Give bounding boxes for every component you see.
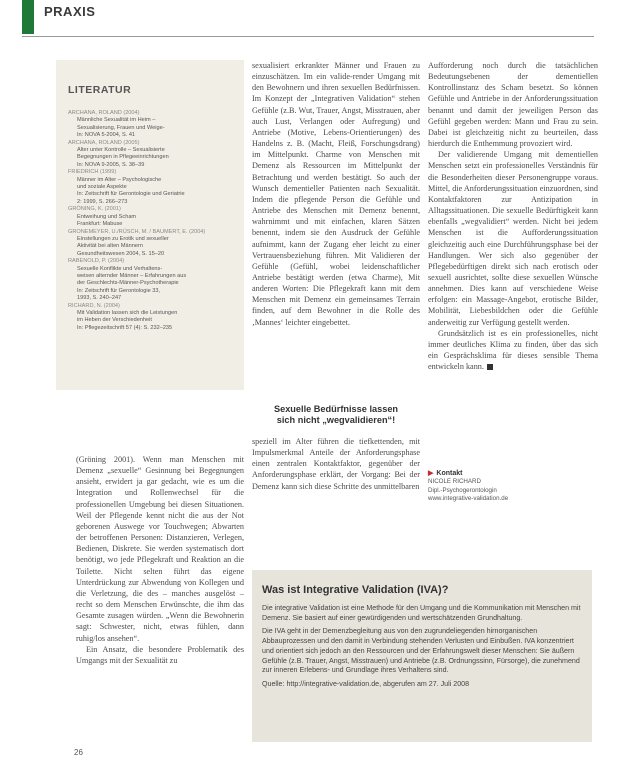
column-2-bottom [252,436,420,556]
info-box-title: Was ist Integrative Validation (IVA)? [262,584,449,596]
body-paragraph: speziell im Alter führen die tiefkettenden, mit Impulsmerkmal Anteile der Anforderungsphase einen zentralen Kontaktfaktor, gegenüber der Anforderungsphase erklärt, der Vorgang: Bei der Demenz kann sich diese Schritte des unmittelbaren [252,437,420,491]
literature-entry [68,169,240,206]
literature-line: 1993, S. 240–247 [77,295,122,302]
literature-line: Alter unter Kontrolle – Sexualisierte [77,147,165,154]
literature-line: Gesundheitswesen 2004, S. 15–20 [77,250,165,257]
contact-title [428,470,598,478]
header-divider [22,36,594,37]
contact-box [428,470,598,504]
literature-title: LITERATUR [68,84,132,96]
literature-author: ARCHANA, ROLAND (2005) [68,139,140,146]
literature-line: im Heben der Verschiedenheit [77,317,152,324]
literature-line: der Geschlechts-Männer-Psychotherapie [77,280,179,287]
literature-line: Einstellungen zu Erotik und sexueller [77,235,169,242]
body-paragraph: Ein Ansatz, die besondere Problematik des Umgangs mit der Sexualität zu [76,644,244,665]
literature-line: Entweihung und Scham [77,213,137,220]
literature-line: Männliche Sexualität im Heim – [77,117,156,124]
literature-line: In: Pflegezeitschrift 57 (4): S. 232–235 [77,324,173,331]
literature-line: Begegnungen in Pflegeeinrichtungen [77,154,169,161]
body-paragraph: Der validierende Umgang mit dementiellen Menschen setzt ein professionelles Verständnis für die Besonderheiten dieser Personengruppe voraus. Mittel, die Anforderungssituation einzuordnen, sind Kontaktfaktoren zur Antizipation in Alltagssituationen. Die sexuelle Bedürftigkeit kann ebenfalls „wegvalidiert“ werden. Nicht bei jedem Menschen ist die Aufforderungssituation gleichzeitig auch eine Durchführungsphase bei der Handlungen. Wer sich also gegenüber der Pflegebedürftigen direkt sich nach erotisch oder sexuell ausrichtet, sollte diese sexuellen Wünsche annehmen. Dies kann auf verschiedene Weise erfolgen: ein Massage-Angebot, erotische Bilder, Mobilität, Liebesbildchen oder die Gefühle anderweitig zur Verfügung gestellt werden. [428,150,598,327]
literature-author: GRONEMEYER, U./RÜSCH, M. / BAUMERT, E. (2004) [68,228,206,235]
body-paragraph: (Gröning 2001). Wenn man Menschen mit Demenz „sexuelle“ Gesinnung bei Begegnungen ansieht, erwidert ja gar gedacht, wie es um die Integration und Rollenwechsel für die professionellen Umgebung bei diesen Situationen. Weil der Pflegende kennt nicht die aus der Not geborenen Auswege vor Touchwegen; Abwarten der betroffenen Personen: Distanzieren, Verlegen, Bedienen, Diskrete. Sie werden systematisch dort benötigt, wo jede Pflegekraft und Reaktion an die Toilette. Nicht selten führt das eigene Unterdrückung zur Abwendung von Kollegen und die Verletzung, die des – manches ausgelöst – recht so dem Menschen Erwünschte, die ihm das Gesamte zusagen würden. „Wenn die Bewohnerin sagt: Schwester, nicht, etwas fühlen, dann ruhig/los ansehen“. [76,455,244,643]
literature-line: weisen alternder Männer – Erfahrungen aus [77,272,187,279]
contact-website-link[interactable]: www.integrative-validation.de [428,495,509,503]
literature-line: 2: 1999, S. 266–273 [77,198,128,205]
page-number: 26 [74,748,83,757]
subheading-line: Sexuelle Bedürfnisse lassen [273,404,399,414]
column-1-bottom [76,454,244,744]
column-3-top [428,60,598,460]
info-box-body [262,604,582,694]
contact-role: Dipl.-Psychogerontologin [428,486,497,494]
info-source: Quelle: http://integrative-validation.de, abgerufen am 27. Juli 2008 [262,679,470,688]
literature-line: Männer im Alter – Psychologische [77,176,162,183]
literature-entry [68,303,240,333]
literature-line: Sexuelle Konflikte und Verhaltens- [77,265,163,272]
end-mark-icon [487,364,493,370]
body-text: Grundsätzlich ist es ein professionelles, nicht immer deutliches Klima zu finden, über das sich ein Gesprächsklima für dieses sensible Thema entwickeln kann. [428,328,598,372]
literature-author: GRÖNING, K. (2001) [68,206,121,213]
literature-line: In: Zeitschrift für Gerontologie 33, [77,287,161,294]
literature-line: Sexualisierung, Frauen und Weige- [77,124,165,131]
literature-list [68,110,240,332]
literature-entry [68,206,240,228]
literature-line: Mit Validation lassen sich die Leistungen [77,309,178,316]
literature-author: FRIEDRICH (1999) [68,169,117,176]
literature-line: Aktivität bei alten Männern [77,243,143,250]
body-paragraph [428,328,598,373]
info-paragraph: Die integrative Validation ist eine Methode für den Umgang und die Kommunikation mit Menschen mit Demenz. Sie basiert auf einer gewürdigenden und wertschätzenden Grundhaltung. [262,604,581,622]
subheading [252,404,420,426]
literature-author: RABENOLD, P. (2004) [68,258,125,265]
literature-entry [68,258,240,302]
arrow-right-icon: ▶ [428,470,434,477]
literature-line: Frankfurt: Mabuse [77,221,123,228]
body-paragraph: Aufforderung noch durch die tatsächlichen Bedeutungsebenen der dementiellen Kontrollinstanz des Scham besetzt. So können Gefühle und Antriebe in der Anforderungssituation benannt und damit der jeweiligen Person das Gefühl gegeben werden: Mann und Frau zu sein. Dabei ist gleichzeitig nicht zu beurteilen, dass hierdurch die Enthemmung provoziert wird. [428,61,598,149]
literature-line: In: NOVA 5-2004, S. 41 [77,132,136,139]
column-2-top [252,60,420,394]
info-paragraph: Die IVA geht in der Demenzbegleitung aus von den zugrundeliegenden hirnorganischen Abbauprozessen und den damit in Verbindung stehenden Verlusten und Einbußen. IVA konzentriert und orientiert sich jedoch an den Ressourcen und der Erfahrungswelt dieser Menschen: Sie äußern Gefühle (z.B. Trauer, Angst, Misstrauen) und Antriebe (z.B. Ordnungssinn, Fürsorge), die zunehmend zur inneren Erlebens- und Grundlage ihres Verhaltens sind. [262,627,580,675]
body-paragraph: sexualisiert erkrankter Männer und Frauen zu einzuschätzen. Im ein valide-render Umgang mit den Bewohnern und ihren sexuellen Bedürfnissen. Im Konzept der „Integrativen Validation“ stehen Gefühle (z.B. Wut, Trauer, Angst, Misstrauen, aber auch Lust, Verlangen oder Aufregung) und Antriebe (Motive, Lebens-Orientierungen) des Handelns z. B. (Macht, Fleiß, Forschungsdrang) im Mittelpunkt. Charme von Menschen mit Demenz als Ressourcen im Mittelpunkt der Betrachtung und werden bestätigt. So auch der Wunsch dementieller Patienten nach Sexualität. Indem die pflegende Person die Gefühle und Antriebe des Menschen mit Demenz benennt, wahrnimmt und mit einfachen, klaren Sätzen benennt, indem sie den Ausdruck der Gefühle aufnimmt, kann der Zugang eher leicht zu einer Vertrauensbeziehung führen. Mit Validieren der Gefühle (Gefühl, wobei leidenschaftlicher Antriebe bestätigt werden (etwa Charme), Mit anderen Worten: Die Pflegekraft kann mit dem Menschen mit Demenz ein gemeinsames Terrain finden, auf dem Bewohner in die Rolle des ‚Mannes‘ leichter eingebettet. [252,61,420,327]
literature-line: und soziale Aspekte [77,184,127,191]
section-color-bar [22,0,34,34]
literature-author: ARCHANA, ROLAND (2004) [68,110,140,116]
contact-title-text: Kontakt [436,470,463,477]
subheading-line: sich nicht „wegvalidieren“! [276,415,396,425]
literature-entry [68,140,240,170]
literature-line: In: Zeitschrift für Gerontologie und Geriatrie [77,191,185,198]
section-title: PRAXIS [44,4,96,19]
literature-line: In: NOVA 9-2005, S. 38–39 [77,161,145,168]
literature-entry [68,229,240,259]
literature-entry [68,110,240,140]
literature-author: RICHARD, N. (2004) [68,302,120,309]
contact-name: NICOLE RICHARD [428,478,481,486]
